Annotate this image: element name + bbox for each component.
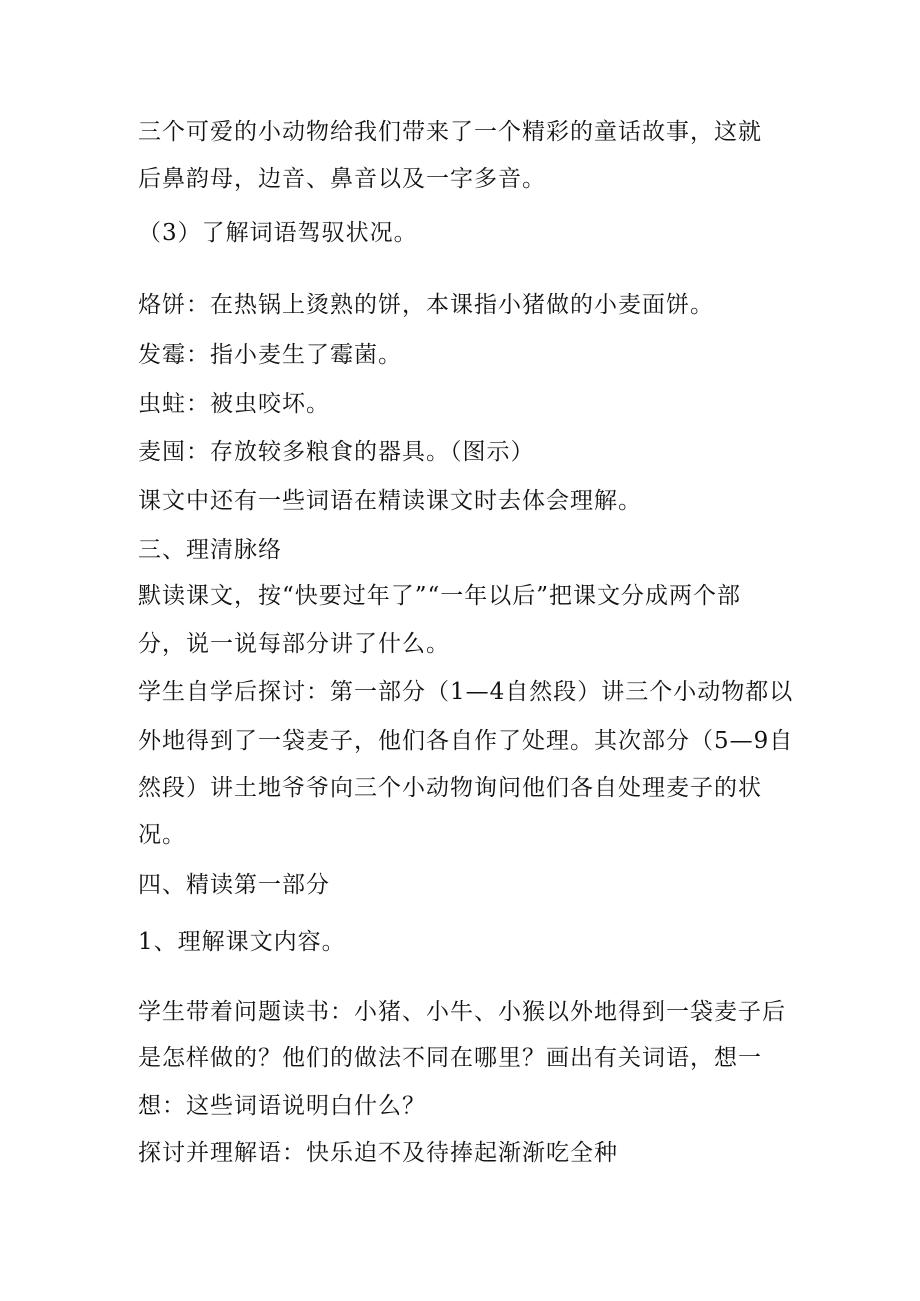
text-line-questions-3: 想：这些词语说明白什么？: [138, 1093, 426, 1119]
text-line-questions-1: 学生带着问题读书：小猪、小牛、小猴以外地得到一袋麦子后: [138, 999, 786, 1025]
text-line-read-task-1: 默读课文，按“快要过年了”“一年以后”把课文分成两个部: [138, 583, 742, 609]
text-line-key-words: 探讨并理解语：快乐迫不及待捧起渐渐吃全种: [138, 1140, 618, 1166]
text-line-vocab-goal: （3）了解词语驾驭状况。: [138, 220, 418, 246]
text-line-intro: 三个可爱的小动物给我们带来了一个精彩的童话故事，这就: [138, 119, 762, 145]
section-heading-4: 四、精读第一部分: [138, 872, 330, 898]
text-line-def-laobing: 烙饼：在热锅上烫熟的饼，本课指小猪做的小麦面饼。: [138, 292, 714, 318]
text-line-discussion-4: 况。: [138, 822, 186, 848]
text-line-discussion-2: 外地得到了一袋麦子，他们各自作了处理。其次部分（5—9自: [138, 728, 794, 754]
text-line-discussion-1: 学生自学后探讨：第一部分（1—4自然段）讲三个小动物都以: [138, 679, 794, 705]
text-line-read-task-2: 分，说一说每部分讲了什么。: [138, 631, 450, 657]
section-heading-3: 三、理清脉络: [138, 537, 282, 563]
text-line-def-maidun: 麦囤：存放较多粮食的器具。（图示）: [138, 439, 535, 465]
text-line-questions-2: 是怎样做的？他们的做法不同在哪里？画出有关词语，想一: [138, 1045, 762, 1071]
text-line-discussion-3: 然段）讲土地爷爷向三个小动物询问他们各自处理麦子的状: [138, 775, 762, 801]
text-line-understand: 1、理解课文内容。: [138, 929, 346, 955]
text-line-phonics: 后鼻韵母，边音、鼻音以及一字多音。: [138, 166, 546, 192]
text-line-def-chongzhu: 虫蛀：被虫咬坏。: [138, 391, 330, 417]
text-line-other-words: 课文中还有一些词语在精读课文时去体会理解。: [138, 488, 642, 514]
text-line-def-famei: 发霉：指小麦生了霉菌。: [138, 342, 402, 368]
